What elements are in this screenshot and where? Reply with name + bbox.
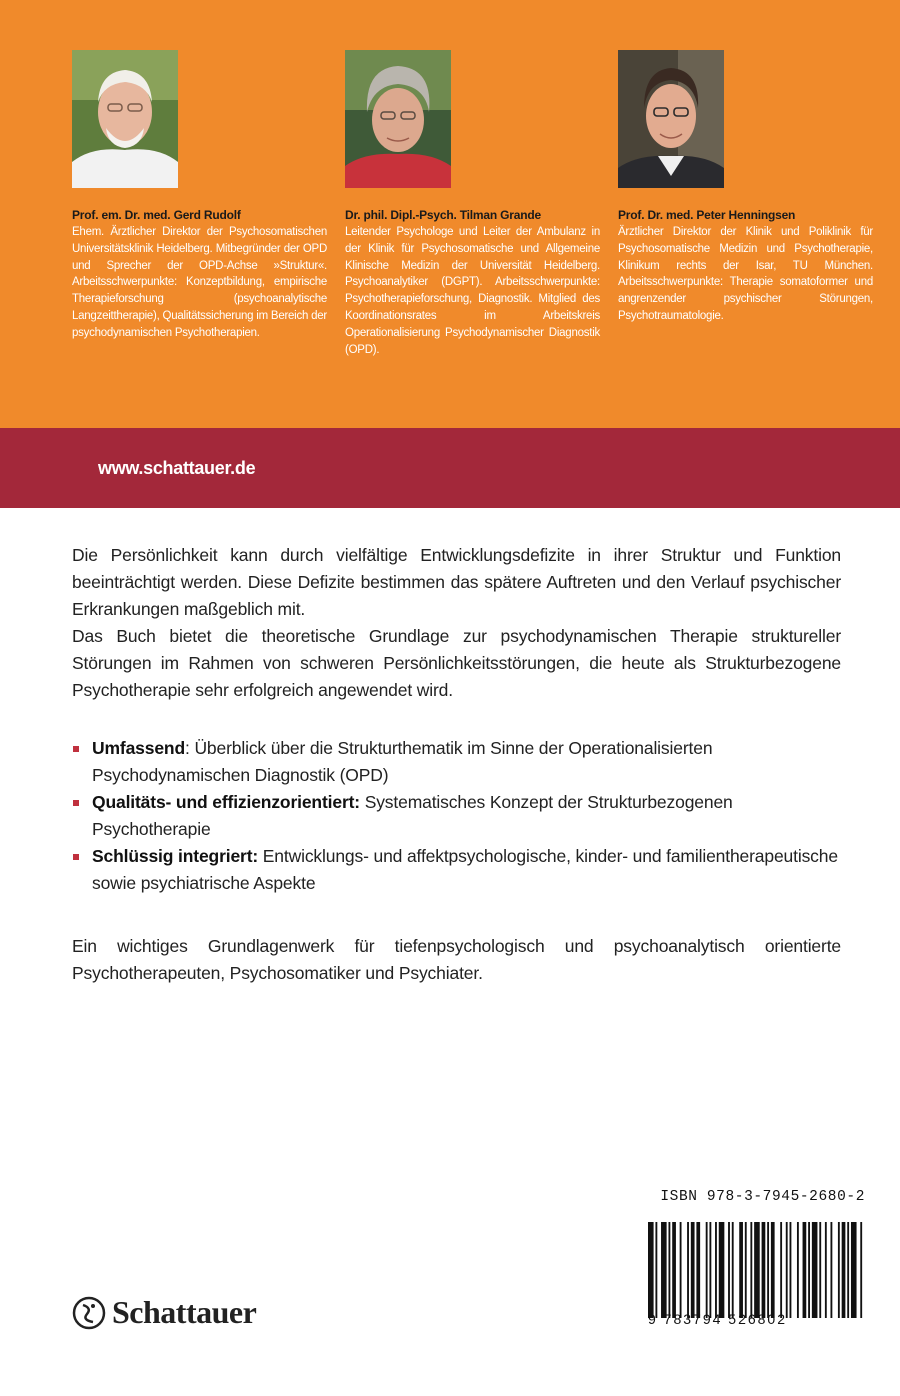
- author-photo: [72, 50, 178, 188]
- publisher-name: Schattauer: [112, 1294, 257, 1330]
- barcode-digits: 9 783794 526802: [648, 1311, 787, 1327]
- author-card: [72, 50, 327, 342]
- list-item: [72, 789, 841, 843]
- bullet-square-icon: [73, 854, 79, 860]
- publisher-emblem-icon: [72, 1296, 106, 1330]
- isbn-label: ISBN 978-3-7945-2680-2: [660, 1189, 865, 1205]
- list-item: [72, 735, 841, 789]
- author-bio: Ehem. Ärztlicher Direktor der Psychosomatischen Universitätsklinik Heidelberg. Mitbegründer der OPD und Sprecher der OPD-Achse »Struktur«. Arbeitsschwerpunkte: Konzeptbildung, empirische Therapieforschung (psychoanalytische Langzeittherapie), Qualitätssicherung im Bereich der psychodynamischen Psychotherapien.: [72, 226, 327, 339]
- author-card: [345, 50, 600, 358]
- author-panel: [0, 0, 900, 428]
- publisher-logo: [72, 1294, 256, 1331]
- author-name: Prof. Dr. med. Peter Henningsen: [618, 208, 796, 222]
- website-link[interactable]: www.schattauer.de: [98, 458, 256, 478]
- intro-paragraph: Die Persönlichkeit kann durch vielfältige Entwicklungsdefizite in ihrer Struktur und Funktion beeinträchtigt werden. Diese Defizite bestimmen das spätere Auftreten und den Verlauf psychischer Erkrankungen maßgeblich mit.: [72, 545, 841, 619]
- author-photo: [618, 50, 724, 188]
- author-bio: Ärztlicher Direktor der Klinik und Poliklinik für Psychosomatische Medizin und Psychotherapie, Klinikum rechts der Isar, TU München. Arbeitsschwerpunkte: Therapie somatoformer und angrenzender psychischer Störungen, Psychotraumatologie.: [618, 226, 873, 322]
- blurb: [72, 542, 841, 987]
- author-name: Dr. phil. Dipl.-Psych. Tilman Grande: [345, 208, 541, 222]
- feature-text: Systematisches Konzept der Strukturbezogenen Psychotherapie: [92, 792, 733, 839]
- feature-list: [72, 735, 841, 897]
- author-card: [618, 50, 873, 325]
- feature-separator: :: [185, 738, 195, 758]
- bullet-square-icon: [73, 800, 79, 806]
- feature-text: Überblick über die Strukturthematik im Sinne der Operationalisierten Psychodynamischen Diagnostik (OPD): [92, 738, 713, 785]
- feature-label: Schlüssig integriert:: [92, 846, 259, 866]
- feature-label: Umfassend: [92, 738, 185, 758]
- author-photo: [345, 50, 451, 188]
- feature-label: Qualitäts- und effizienzorientiert:: [92, 792, 360, 812]
- intro-paragraph: Das Buch bietet die theoretische Grundlage zur psychodynamischen Therapie struktureller Störungen im Rahmen von schweren Persönlichkeitsstörungen, die heute als Strukturbezogene Psychotherapie sehr erfolgreich angewendet wird.: [72, 626, 841, 700]
- list-item: [72, 843, 841, 897]
- closing-paragraph: Ein wichtiges Grundlagenwerk für tiefenpsychologisch und psychoanalytisch orientierte Psychotherapeuten, Psychosomatiker und Psychiater.: [72, 936, 841, 983]
- bullet-square-icon: [73, 746, 79, 752]
- author-name: Prof. em. Dr. med. Gerd Rudolf: [72, 208, 241, 222]
- author-bio: Leitender Psychologe und Leiter der Ambulanz in der Klinik für Psychosomatische und Allgemeine Klinische Medizin der Universität Heidelberg. Psychoanalytiker (DGPT). Arbeitsschwerpunkte: Psychotherapieforschung, Diagnostik. Mitglied des Koordinationsrates im Arbeitskreis Operationalisierung Psychodynamischer Diagnostik (OPD).: [345, 226, 600, 356]
- feature-text: Entwicklungs- und affektpsychologische, kinder- und familientherapeutische sowie psychiatrische Aspekte: [92, 846, 838, 893]
